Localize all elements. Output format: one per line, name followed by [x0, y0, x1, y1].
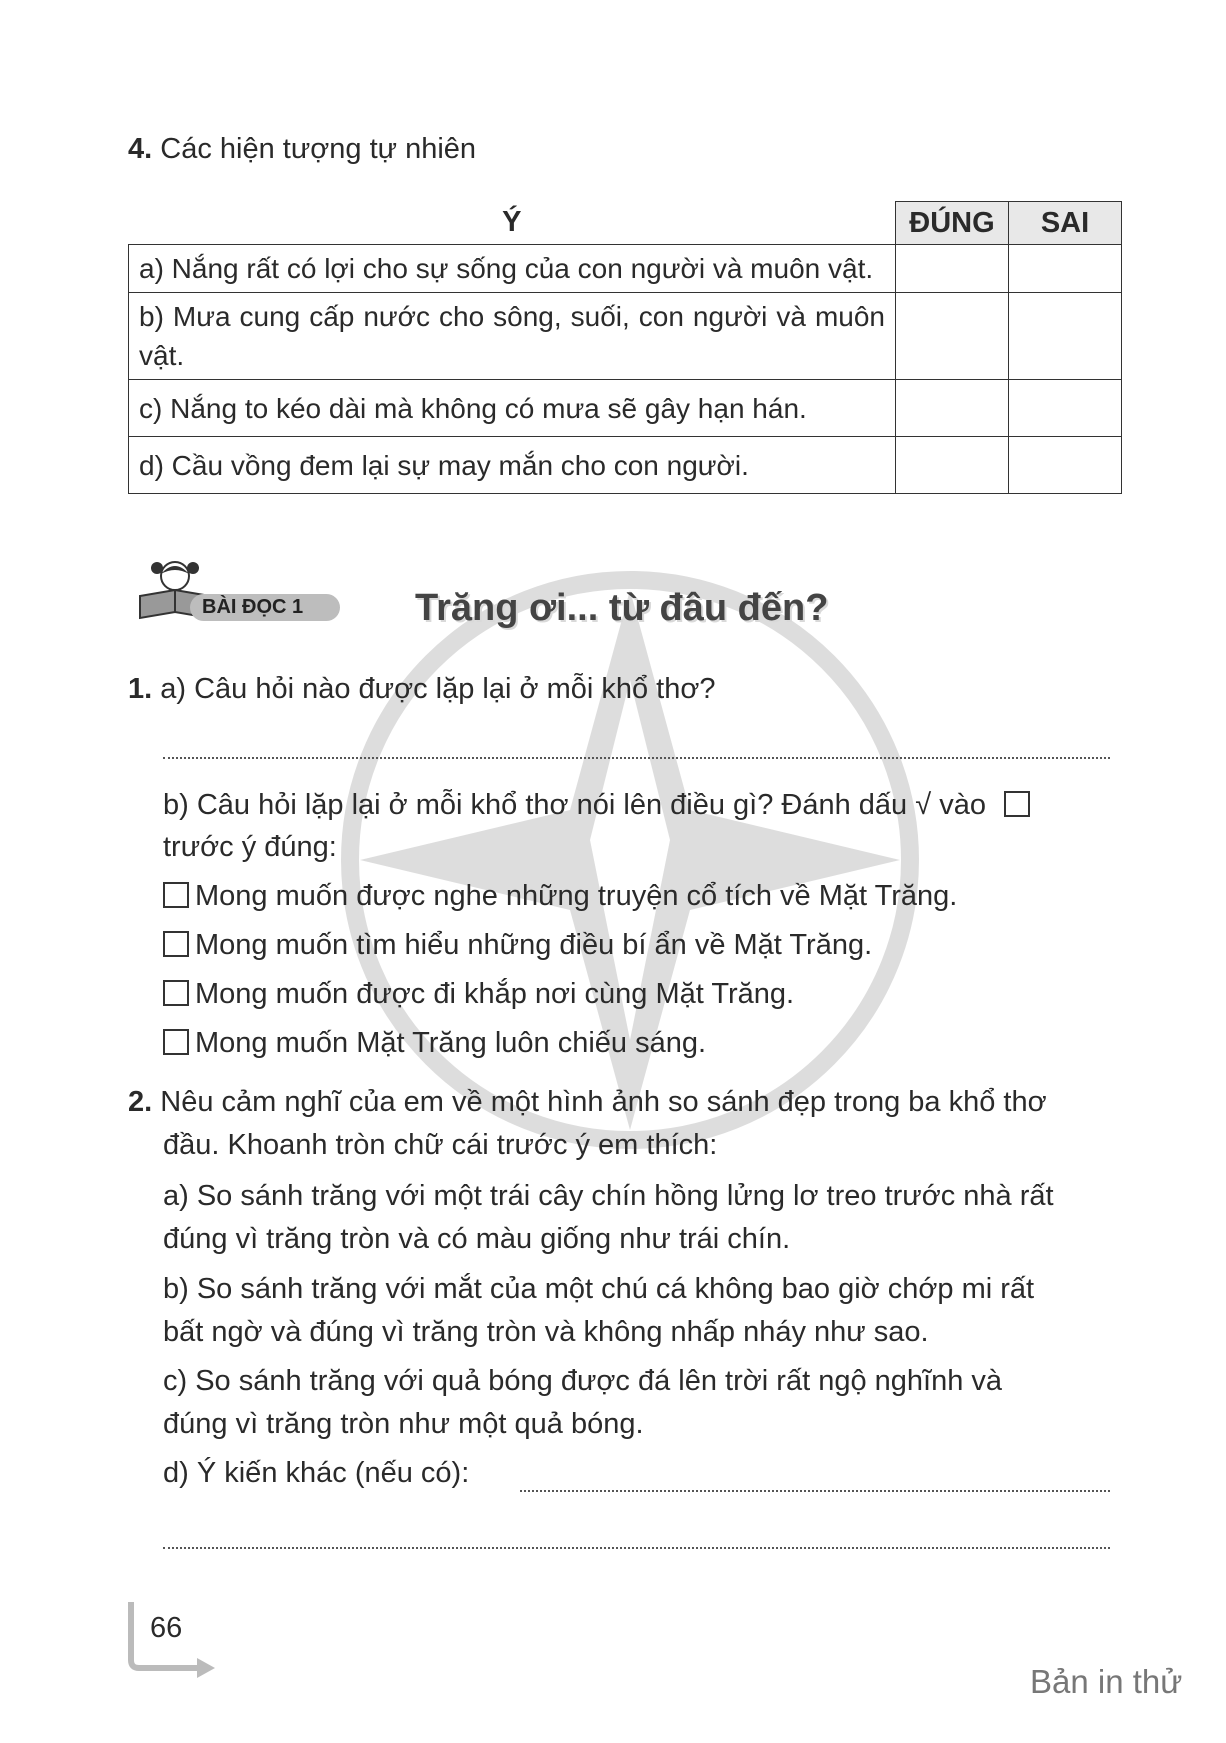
- false-answer-cell[interactable]: [1009, 293, 1122, 380]
- answer-line[interactable]: [163, 1547, 1110, 1549]
- question-text: b) Câu hỏi lặp lại ở mỗi khổ thơ nói lên điều gì? Đánh dấu √ vào: [163, 789, 986, 821]
- true-answer-cell[interactable]: [896, 245, 1009, 293]
- false-answer-cell[interactable]: [1009, 437, 1122, 494]
- option-checkbox[interactable]: [163, 882, 189, 908]
- option-item: [163, 973, 1123, 1016]
- option-item: [163, 1022, 1123, 1065]
- option-checkbox[interactable]: [163, 931, 189, 957]
- question-2-line2: đầu. Khoanh tròn chữ cái trước ý em thích:: [163, 1129, 718, 1161]
- page-number: 66: [150, 1612, 183, 1644]
- header-idea: Ý: [502, 206, 522, 239]
- question-2-line1: [128, 1081, 1047, 1124]
- question-number: 2.: [128, 1086, 153, 1118]
- false-answer-cell[interactable]: [1009, 380, 1122, 437]
- true-answer-cell[interactable]: [896, 437, 1009, 494]
- table-row: [129, 380, 1122, 437]
- reading-badge: [130, 556, 342, 622]
- option-label: Mong muốn Mặt Trăng luôn chiếu sáng.: [195, 1027, 707, 1059]
- question-number: 1.: [128, 673, 153, 705]
- question-text: Nêu cảm nghĩ của em về một hình ảnh so sánh đẹp trong ba khổ thơ: [160, 1086, 1047, 1118]
- question-1-a: [128, 668, 716, 711]
- option-item: [163, 875, 1123, 918]
- header-true: ĐÚNG: [896, 202, 1009, 245]
- choice-a-line2: đúng vì trăng tròn và có màu giống như trái chín.: [163, 1223, 791, 1255]
- question-number: 4.: [128, 133, 153, 165]
- true-answer-cell[interactable]: [896, 293, 1009, 380]
- option-checkbox[interactable]: [163, 1029, 189, 1055]
- reading-label: BÀI ĐỌC 1: [190, 594, 340, 621]
- choice-c-line1[interactable]: c) So sánh trăng với quả bóng được đá lên trời rất ngộ nghĩnh và: [163, 1365, 1003, 1397]
- option-label: Mong muốn được nghe những truyện cổ tích về Mặt Trăng.: [195, 880, 958, 912]
- table-row: [129, 245, 1122, 293]
- header-false: SAI: [1009, 202, 1122, 245]
- answer-line[interactable]: [163, 757, 1110, 759]
- statement-cell: d) Cầu vồng đem lại sự may mắn cho con người.: [129, 437, 896, 494]
- choice-b-line1[interactable]: b) So sánh trăng với mắt của một chú cá không bao giờ chớp mi rất: [163, 1273, 1035, 1305]
- question-4-heading: [128, 129, 476, 169]
- statement-cell: b) Mưa cung cấp nước cho sông, suối, con người và muôn vật.: [129, 293, 896, 380]
- choice-a-line1[interactable]: a) So sánh trăng với một trái cây chín hồng lửng lơ treo trước nhà rất: [163, 1180, 1054, 1212]
- choice-c-line2: đúng vì trăng tròn như một quả bóng.: [163, 1408, 644, 1440]
- reading-title: Trăng ơi... từ đâu đến?: [415, 587, 829, 629]
- true-answer-cell[interactable]: [896, 380, 1009, 437]
- table-header-row: [129, 202, 1122, 245]
- table-row: [129, 293, 1122, 380]
- option-label: Mong muốn được đi khắp nơi cùng Mặt Trăng.: [195, 978, 795, 1010]
- draft-label: Bản in thử: [1030, 1663, 1183, 1700]
- true-false-table: [128, 201, 1122, 494]
- answer-line[interactable]: [520, 1490, 1110, 1492]
- table-row: [129, 437, 1122, 494]
- question-text: a) Câu hỏi nào được lặp lại ở mỗi khổ thơ?: [160, 673, 716, 705]
- question-1-b-line2: trước ý đúng:: [163, 831, 337, 863]
- statement-cell: a) Nắng rất có lợi cho sự sống của con người và muôn vật.: [129, 245, 896, 293]
- option-label: Mong muốn tìm hiểu những điều bí ẩn về Mặt Trăng.: [195, 929, 873, 961]
- false-answer-cell[interactable]: [1009, 245, 1122, 293]
- checkbox-icon: [1004, 791, 1030, 817]
- option-checkbox[interactable]: [163, 980, 189, 1006]
- question-1-b-line1: [163, 784, 1123, 827]
- choice-d[interactable]: d) Ý kiến khác (nếu có):: [163, 1457, 470, 1489]
- option-item: [163, 924, 1123, 967]
- question-title: Các hiện tượng tự nhiên: [160, 133, 477, 165]
- statement-cell: c) Nắng to kéo dài mà không có mưa sẽ gây hạn hán.: [129, 380, 896, 437]
- choice-b-line2: bất ngờ và đúng vì trăng tròn và không nhấp nháy như sao.: [163, 1316, 929, 1348]
